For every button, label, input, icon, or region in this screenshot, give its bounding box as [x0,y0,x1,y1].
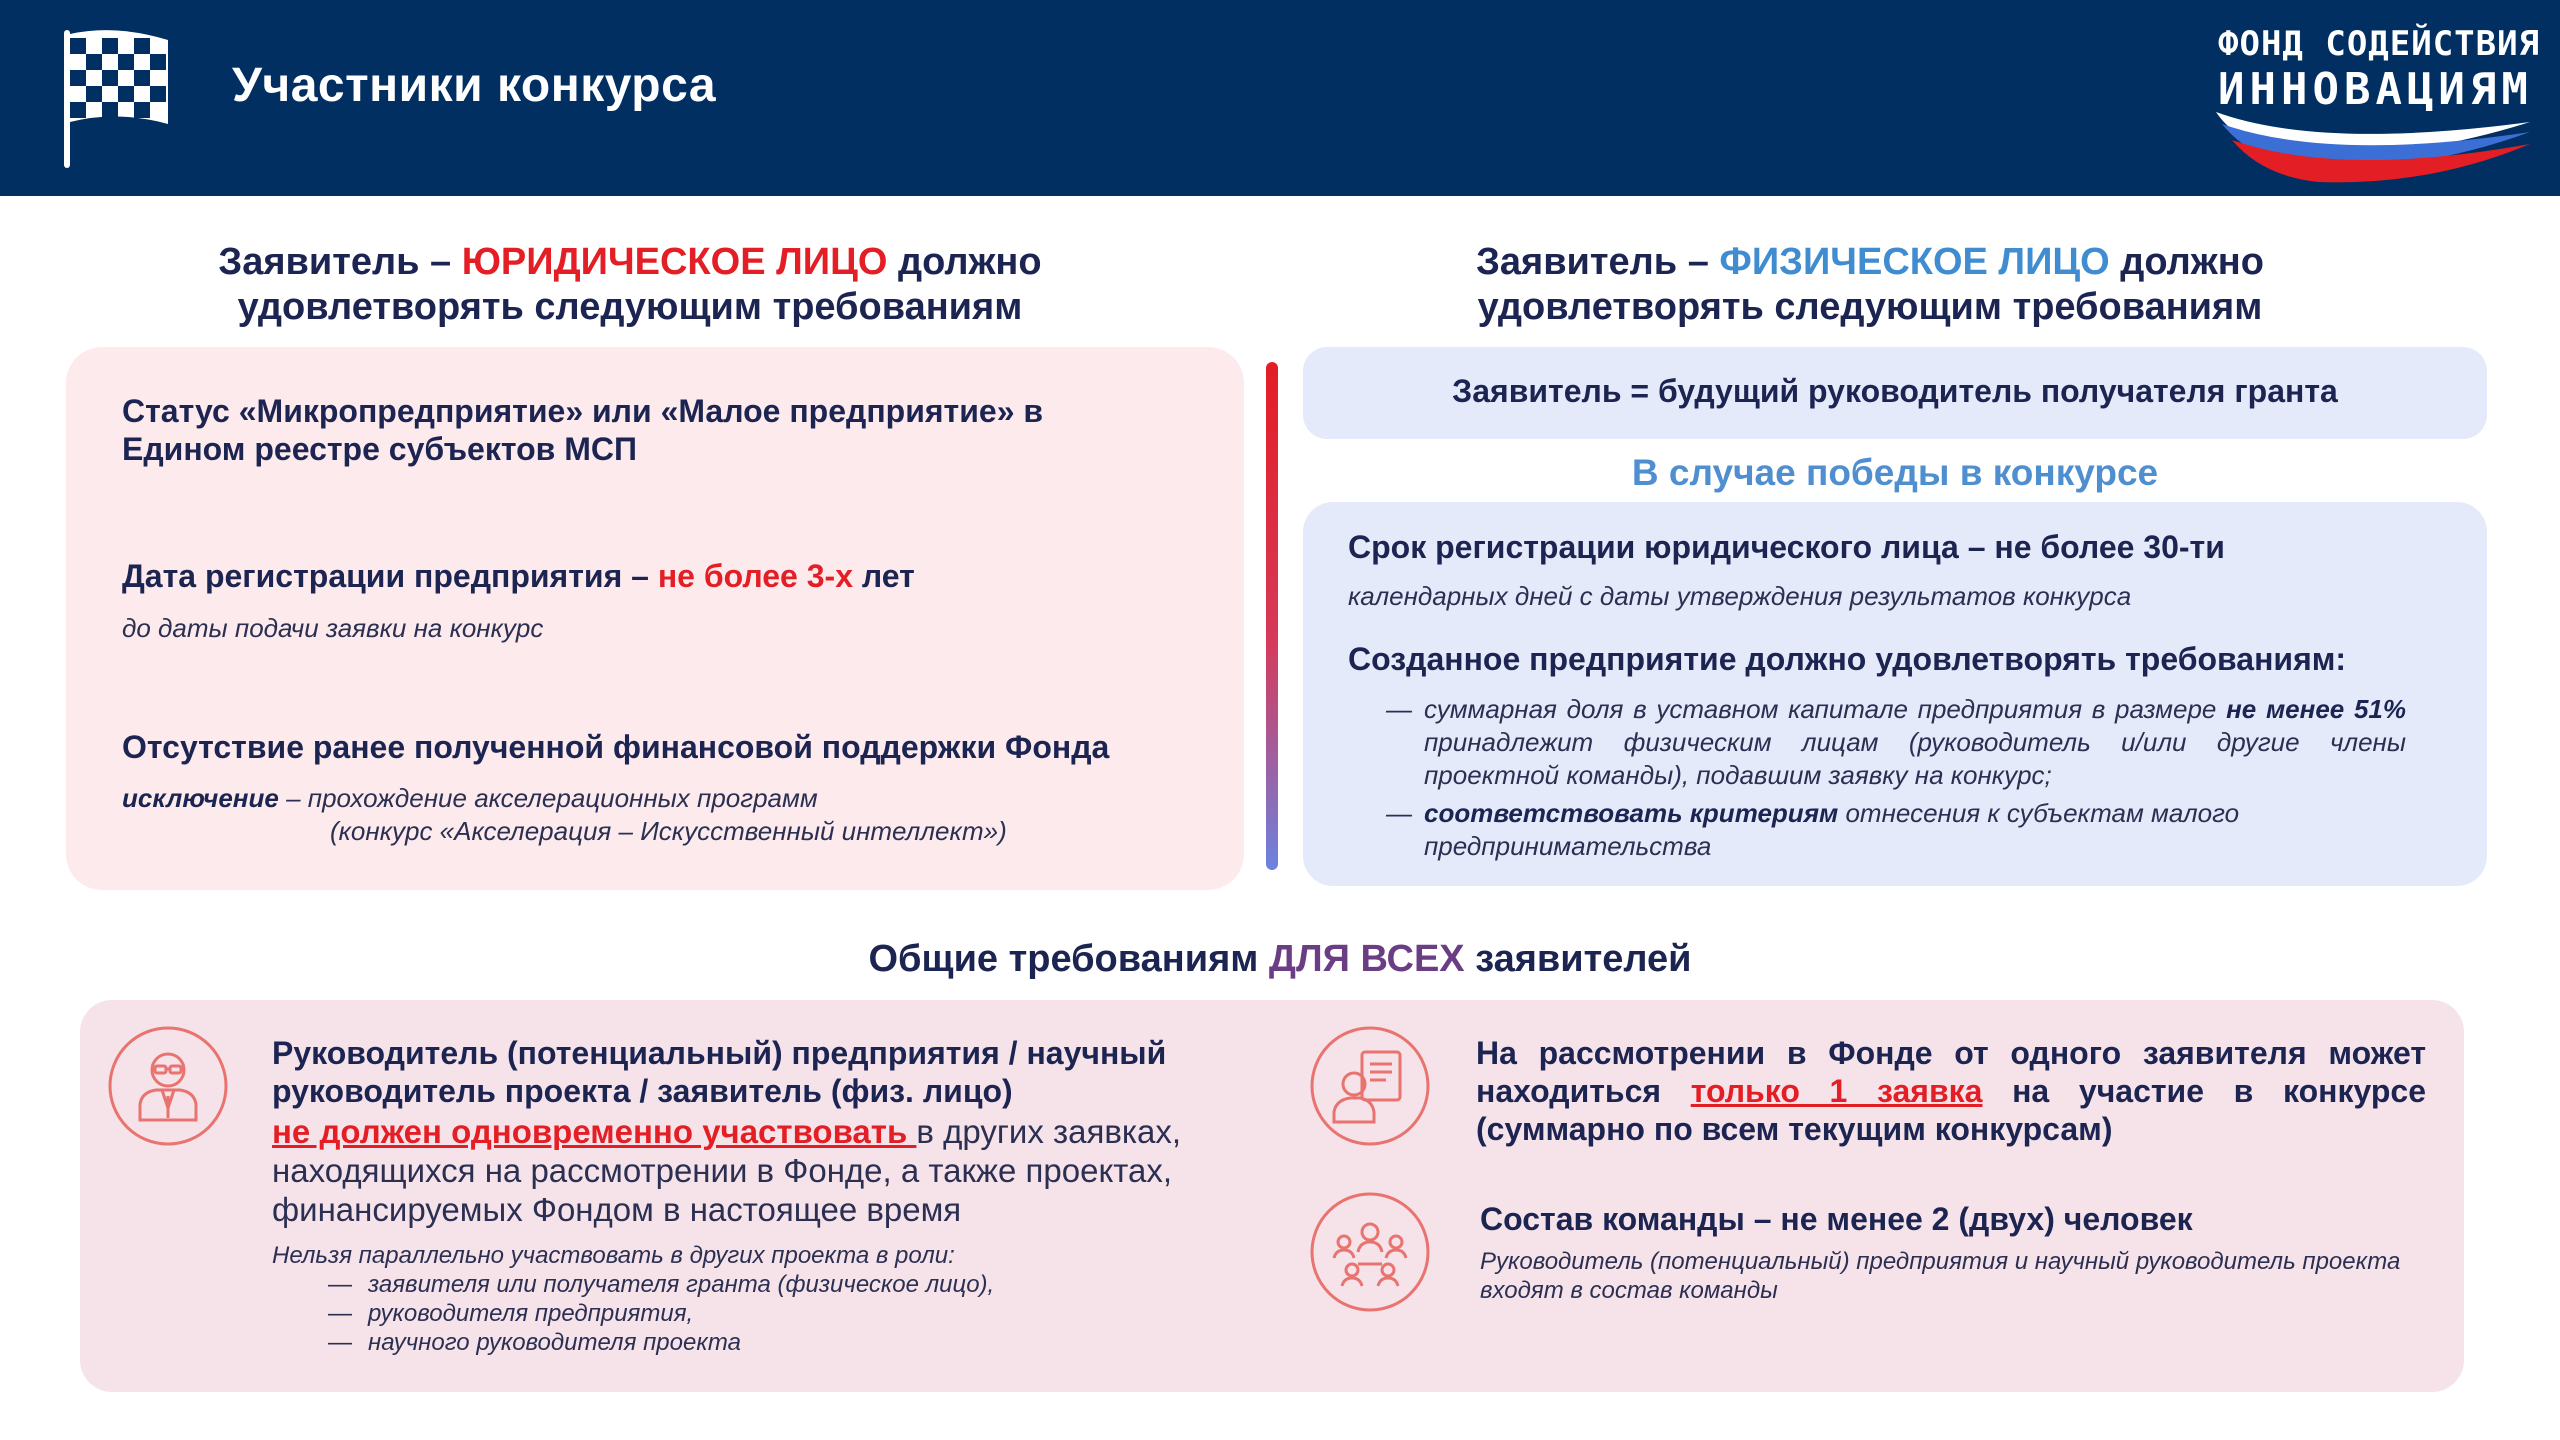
ownership-share-bullet [1386,693,2406,792]
applicant-definition-text: Заявитель = будущий руководитель получателя гранта [1452,373,2338,409]
legal-entity-heading [130,240,1130,330]
list-item [328,1270,1228,1299]
header-bar [0,0,2560,196]
enterprise-requirements-title: Созданное предприятие должно удовлетворять требованиям: [1348,641,2347,677]
manager-requirement-highlight: не должен одновременно участвовать [272,1113,917,1150]
heading-highlight: ФИЗИЧЕСКОЕ ЛИЦО [1719,241,2110,283]
manager-requirement-rest: в других заявках, находящихся на рассмотрении в Фонде, а также проектах, финансируемых Фондом в настоящее время [272,1113,1182,1228]
page-title: Участники конкурса [232,59,717,112]
heading-text: должно удовлетворять следующим требованиям [1477,241,2264,328]
heading-text: заявителей [1464,938,1692,980]
bullet-dash: — [328,1271,352,1298]
bullet-dash: — [1386,694,1412,724]
list-item [328,1299,1228,1328]
if-win-subheading: В случае победы в конкурсе [1631,452,2159,493]
exception-note-line2: (конкурс «Акселерация – Искусственный интеллект») [330,816,1007,846]
requirement-highlight: только 1 заявка [1690,1073,1983,1109]
bullet-text: принадлежит физическим лицам (руководитель и/или другие члены проектной команды), подавшим заявку на конкурс; [1424,727,2406,790]
team-size-requirement: Состав команды – не менее 2 (двух) человек [1480,1201,2193,1237]
manager-requirement-title: Руководитель (потенциальный) предприятия / научный руководитель проекта / заявитель (физ. лицо) [272,1035,1167,1109]
exception-text: – прохождение акселерационных программ [278,783,818,813]
individual-heading [1370,240,2370,330]
list-item-text: руководителя предприятия, [368,1300,694,1327]
logo-swoosh-icon [2200,106,2540,186]
exception-note [122,782,1222,815]
column-divider [1266,362,1278,870]
team-size-note: Руководитель (потенциальный) предприятия и научный руководитель проекта входят в состав команды [1480,1248,2401,1304]
parallel-roles-list [328,1270,1228,1357]
bullet-highlight: соответствовать критериям [1424,798,1839,828]
heading-text: Общие требованиям [868,938,1269,980]
msp-status-requirement: Статус «Микропредприятие» или «Малое предприятие» в Едином реестре субъектов МСП [122,393,1044,467]
requirement-text: Дата регистрации предприятия – [122,558,658,594]
bullet-highlight: не менее 51% [2226,694,2407,724]
requirement-text: на участие в конкурсе (суммарно по всем текущим конкурсам) [1476,1073,2427,1147]
manager-icon [108,1026,228,1146]
team-icon [1310,1192,1430,1312]
registration-date-note: до даты подачи заявки на конкурс [122,613,544,643]
bullet-text: отнесения к субъектам малого предпринимательства [1424,798,2240,861]
parallel-roles-note: Нельзя параллельно участвовать в других проекта в роли: [272,1242,955,1269]
single-application-requirement [1476,1034,2426,1148]
registration-date-requirement [122,557,1202,595]
heading-text: Заявитель – [1476,241,1720,283]
heading-highlight: ЮРИДИЧЕСКОЕ ЛИЦО [461,241,888,283]
bullet-dash: — [328,1300,352,1327]
no-prior-support-requirement: Отсутствие ранее полученной финансовой поддержки Фонда [122,729,1110,765]
bullet-dash: — [328,1329,352,1356]
checkered-flag-icon [56,26,174,170]
heading-text: должно удовлетворять следующим требованиям [237,241,1042,328]
list-item-text: научного руководителя проекта [368,1329,741,1356]
heading-text: Заявитель – [218,241,462,283]
common-requirements-heading [480,937,2080,982]
fund-logo [2200,20,2540,180]
logo-text-line-1: ФОНД СОДЕЙСТВИЯ [2218,24,2541,64]
registration-term-note: календарных дней с даты утверждения результатов конкурса [1348,581,2132,611]
requirement-highlight: не более 3-х [657,558,853,594]
bullet-dash: — [1386,798,1412,828]
heading-highlight: ДЛЯ ВСЕХ [1268,938,1465,980]
requirement-text: На рассмотрении в Фонде от одного заявителя может находиться [1476,1035,2426,1109]
exception-label: исключение [122,783,279,813]
bullet-text: суммарная доля в уставном капитале предприятия в размере [1424,694,2227,724]
small-business-criteria-bullet [1386,797,2406,863]
application-document-icon [1310,1026,1430,1146]
registration-term-requirement: Срок регистрации юридического лица – не более 30-ти [1348,529,2225,565]
logo-text-line-2: ИННОВАЦИЯМ [2218,64,2533,115]
requirement-text: лет [852,558,915,594]
manager-requirement-text [272,1112,1272,1229]
list-item-text: заявителя или получателя гранта (физическое лицо), [368,1271,995,1298]
list-item [328,1328,1228,1357]
